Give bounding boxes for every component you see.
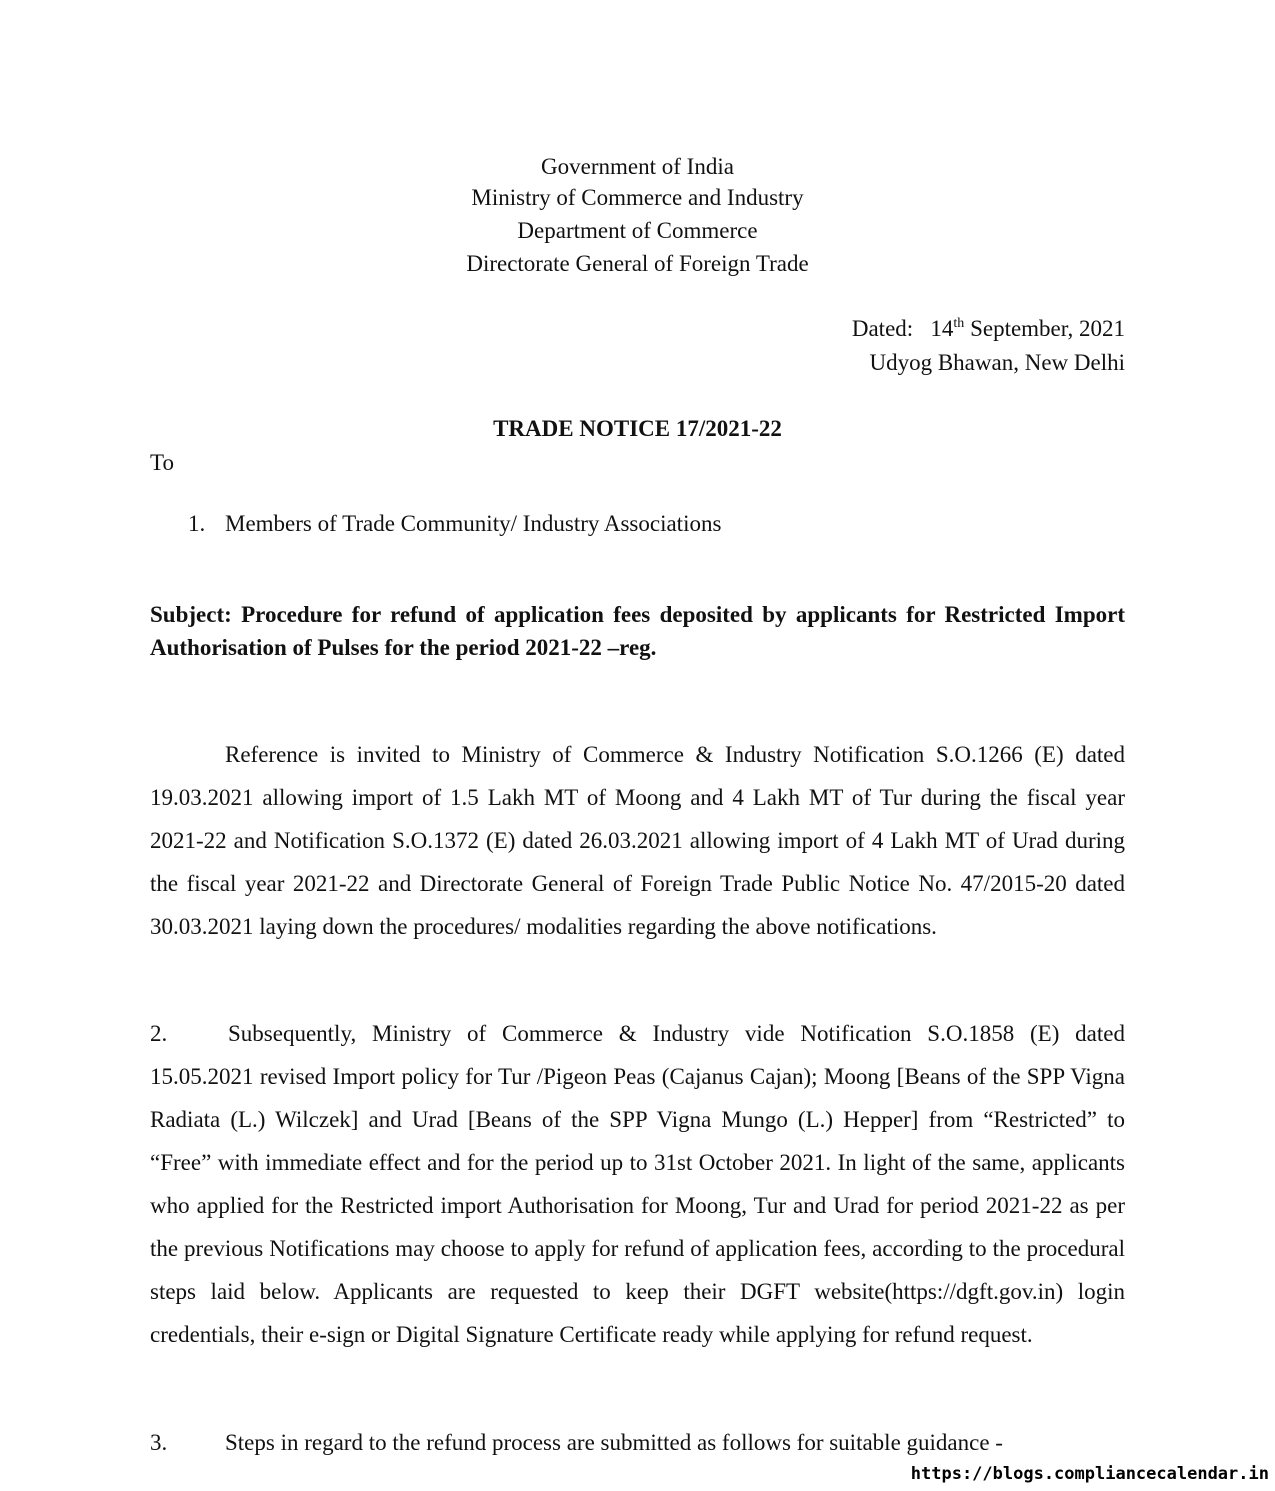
notice-title: TRADE NOTICE 17/2021-22 [493,416,782,441]
header-ministry: Ministry of Commerce and Industry [471,185,804,210]
dated-place: Udyog Bhawan, New Delhi [869,350,1125,375]
recipient-item [188,507,722,540]
header-department: Department of Commerce [517,218,758,243]
paragraph-3-text: Steps in regard to the refund process are submitted as follows for suitable guidance - [225,1430,1003,1455]
paragraph-3 [150,1421,1125,1464]
dated-month-year: September, 2021 [970,316,1125,341]
paragraph-2 [150,1012,1125,1356]
footer-url: https://blogs.compliancecalendar.in [910,1464,1269,1484]
dated-day-suffix: th [953,316,965,331]
paragraph-2-number: 2. [150,1021,168,1046]
header-directorate: Directorate General of Foreign Trade [466,251,809,276]
paragraph-1 [150,733,1125,948]
header-government: Government of India [541,154,734,179]
dated-line [852,312,1125,345]
to-label: To [150,450,174,475]
paragraph-3-number: 3. [150,1430,168,1455]
paragraph-1-text: Reference is invited to Ministry of Commerce & Industry Notification S.O.1266 (E) dated 19.03.2021 allowing import of 1.5 Lakh MT of Moong and 4 Lakh MT of Tur during the fiscal year 2021-22 and Notification S.O.1372 (E) dated 26.03.2021 allowing import of 4 Lakh MT of Urad during the fiscal year 2021-22 and Directorate General of Foreign Trade Public Notice No. 47/2015-20 dated 30.03.2021 laying down the procedures/ modalities regarding the above notifications. [150,742,1125,939]
dated-label: Dated: [851,316,914,341]
dated-day: 14 [930,316,954,341]
recipient-text: Members of Trade Community/ Industry Associations [225,511,722,536]
recipient-number: 1. [188,511,206,536]
subject-text: Subject: Procedure for refund of application fees deposited by applicants for Restricted Import Authorisation of Pulses for the period 2021-22 –reg. [150,602,1125,660]
paragraph-2-text: Subsequently, Ministry of Commerce & Industry vide Notification S.O.1858 (E) dated 15.05.2021 revised Import policy for Tur /Pigeon Peas (Cajanus Cajan); Moong [Beans of the SPP Vigna Radiata (L.) Wilczek] and Urad [Beans of the SPP Vigna Mungo (L.) Hepper] from “Restricted” to “Free” with immediate effect and for the period up to 31st October 2021. In light of the same, applicants who applied for the Restricted import Authorisation for Moong, Tur and Urad for period 2021-22 as per the previous Notifications may choose to apply for refund of application fees, according to the procedural steps laid below. Applicants are requested to keep their DGFT website(https://dgft.gov.in) login credentials, their e-sign or Digital Signature Certificate ready while applying for refund request. [150,1021,1125,1347]
